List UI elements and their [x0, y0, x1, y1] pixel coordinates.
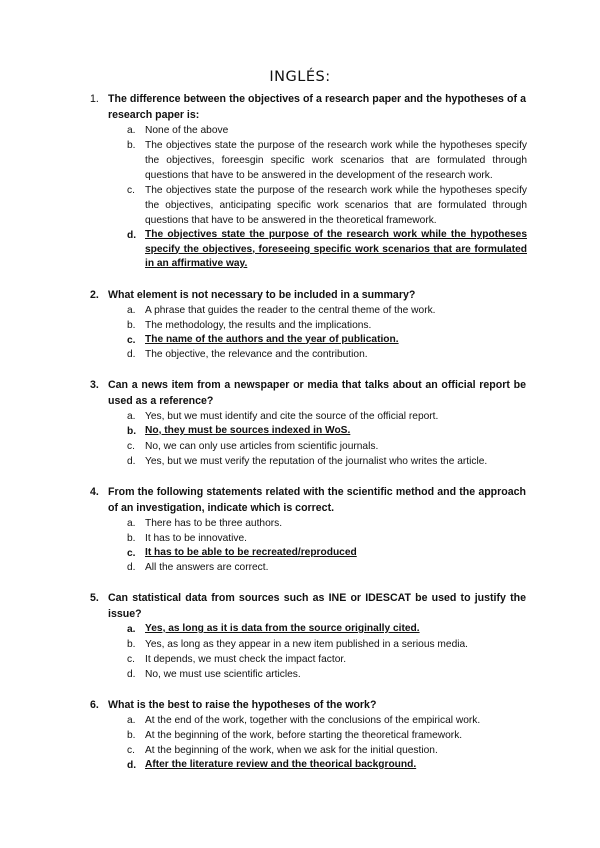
question-number: 4. — [90, 485, 99, 498]
option-text: A phrase that guides the reader to the central theme of the work. — [145, 304, 436, 316]
option-text: All the answers are correct. — [145, 562, 269, 573]
question-text: From the following statements related with the scientific method and the approach of an investigation, indicate which is correct. — [108, 485, 526, 514]
option-text: Yes, but we must verify the reputation of the journalist who writes the article. — [145, 455, 488, 467]
page-title: INGLÉS: — [269, 69, 331, 85]
answer-option-correct — [0, 424, 600, 439]
option-text: There has to be three authors. — [145, 517, 283, 529]
option-text: No, we can only use articles from scientific journals. — [145, 440, 379, 452]
answer-option — [0, 728, 600, 743]
answer-option — [0, 347, 600, 362]
answer-option-correct — [0, 546, 600, 561]
answer-option — [0, 743, 600, 758]
option-text: No, we must use scientific articles. — [145, 668, 301, 680]
answer-option — [0, 652, 600, 667]
question-item — [0, 697, 600, 773]
option-text: The methodology, the results and the implications. — [145, 319, 372, 331]
answer-option — [0, 409, 600, 424]
answer-option-correct — [0, 622, 600, 637]
answer-option — [0, 531, 600, 546]
question-list — [0, 91, 600, 787]
option-text: At the beginning of the work, when we ask for the initial question. — [145, 744, 438, 756]
question-number: 5. — [90, 592, 99, 604]
answer-options — [0, 409, 600, 469]
option-letter: d. — [127, 562, 136, 573]
option-text: None of the above — [145, 125, 229, 136]
answer-option-correct — [0, 333, 600, 348]
question-text: Can statistical data from sources such as INE or IDESCAT be used to justify the issue? — [108, 592, 526, 620]
question-text: What element is not necessary to be included in a summary? — [108, 288, 416, 301]
question-item — [0, 590, 600, 682]
question-number: 3. — [90, 379, 99, 391]
option-letter: c. — [127, 334, 136, 346]
option-text: The objectives state the purpose of the research work while the hypotheses specify the objectives, anticipating specific work scenarios that are formulated through questions that have to be answered in the theoretical framework. — [145, 185, 527, 226]
question-item — [0, 377, 600, 469]
question-item — [0, 287, 600, 363]
option-text: At the beginning of the work, before starting the theoretical framework. — [145, 729, 463, 741]
answer-options — [0, 123, 600, 272]
option-letter: d. — [127, 349, 136, 360]
question-item — [0, 484, 600, 576]
option-text: After the literature review and the theorical background. — [145, 758, 417, 770]
question-number: 2. — [90, 288, 99, 301]
answer-option — [0, 318, 600, 333]
option-text: Yes, but we must identify and cite the source of the official report. — [145, 411, 439, 422]
option-letter: b. — [127, 319, 136, 331]
option-letter: c. — [127, 744, 135, 756]
answer-options — [0, 713, 600, 773]
answer-option — [0, 667, 600, 682]
option-letter: d. — [127, 455, 136, 467]
option-text: Yes, as long as they appear in a new item published in a serious media. — [145, 638, 468, 650]
option-letter: d. — [127, 230, 137, 241]
option-letter: a. — [127, 125, 136, 136]
question-text: The difference between the objectives of a research paper and the hypotheses of a research paper is: — [108, 93, 526, 121]
question-text: Can a news item from a newspaper or media that talks about an official report be used as a reference? — [108, 379, 526, 407]
option-letter: b. — [127, 426, 137, 437]
answer-option-correct — [0, 758, 600, 773]
question-number: 6. — [90, 698, 99, 711]
option-text: It depends, we must check the impact factor. — [145, 653, 347, 665]
option-letter: c. — [127, 653, 135, 665]
option-text: The objectives state the purpose of the research work while the hypotheses specify the objectives, foreesgin specific work scenarios that are formulated through questions that have to be answered in the development of the research work. — [145, 140, 527, 181]
answer-option — [0, 123, 600, 138]
option-text: The objectives state the purpose of the research work while the hypotheses specify the objectives, foreseeing specific work scenarios that are formulated in an affirmative way. — [145, 229, 527, 269]
question-number: 1. — [90, 93, 99, 105]
option-letter: a. — [127, 714, 136, 726]
option-letter: d. — [127, 668, 136, 680]
option-letter: c. — [127, 440, 135, 452]
option-letter: a. — [127, 411, 136, 422]
answer-option — [0, 303, 600, 318]
question-text: What is the best to raise the hypotheses of the work? — [108, 698, 377, 711]
answer-options — [0, 516, 600, 576]
option-text: It has to be innovative. — [145, 532, 247, 544]
question-item — [0, 91, 600, 272]
answer-options — [0, 622, 600, 682]
answer-option — [0, 516, 600, 531]
option-letter: a. — [127, 517, 136, 529]
answer-option — [0, 454, 600, 469]
option-text: No, they must be sources indexed in WoS. — [145, 425, 351, 436]
answer-options — [0, 303, 600, 363]
option-text: Yes, as long as it is data from the source originally cited. — [145, 623, 420, 634]
option-letter: c. — [127, 185, 135, 196]
answer-option — [0, 560, 600, 575]
option-letter: c. — [127, 547, 136, 559]
answer-option-correct — [0, 228, 600, 272]
answer-option — [0, 713, 600, 728]
option-text: At the end of the work, together with the conclusions of the empirical work. — [145, 714, 481, 726]
option-letter: b. — [127, 532, 136, 544]
answer-option — [0, 183, 600, 228]
option-text: The name of the authors and the year of publication. — [145, 333, 399, 345]
option-letter: a. — [127, 624, 136, 635]
answer-option — [0, 637, 600, 652]
answer-option — [0, 138, 600, 183]
option-text: The objective, the relevance and the contribution. — [145, 349, 368, 360]
option-letter: a. — [127, 304, 136, 316]
option-text: It has to be able to be recreated/reproduced — [145, 546, 357, 558]
option-letter: b. — [127, 140, 136, 151]
option-letter: b. — [127, 729, 136, 741]
option-letter: b. — [127, 638, 136, 650]
answer-option — [0, 439, 600, 454]
option-letter: d. — [127, 759, 137, 771]
